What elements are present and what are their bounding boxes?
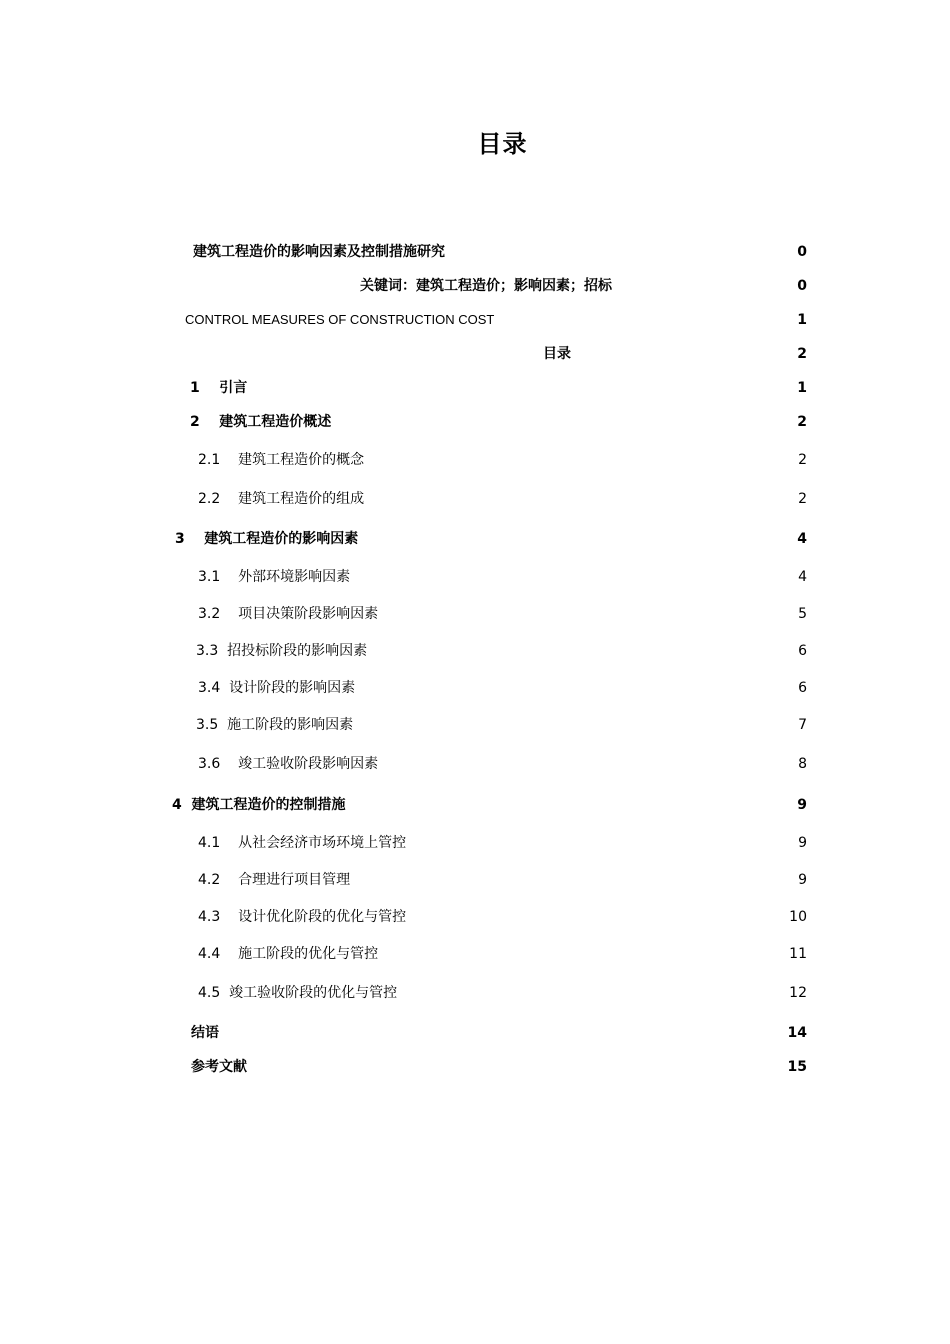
toc-entry-keywords[interactable] <box>0 274 950 298</box>
toc-entry-conclusion[interactable] <box>0 1021 950 1045</box>
toc-entry-label: 关键词：建筑工程造价；影响因素；招标 <box>360 278 612 294</box>
toc-entry-section-3-3[interactable] <box>0 639 950 663</box>
toc-entry-label: 1 引言 <box>190 380 248 396</box>
toc-entry-section-2-1[interactable] <box>0 448 950 472</box>
toc-entry-section-4-2[interactable] <box>0 868 950 892</box>
toc-entry-section-3-2[interactable] <box>0 602 950 626</box>
toc-entry-page: 7 <box>798 717 807 733</box>
toc-entry-page: 1 <box>797 312 807 328</box>
toc-entry-page: 4 <box>797 531 807 547</box>
toc-entry-label: 4.1 从社会经济市场环境上管控 <box>198 835 407 851</box>
toc-entry-label: 4 建筑工程造价的控制措施 <box>172 797 346 813</box>
toc-entry-label: 3.3 招投标阶段的影响因素 <box>196 643 368 659</box>
toc-entry-label: 2.2 建筑工程造价的组成 <box>198 491 365 507</box>
toc-entry-section-3-4[interactable] <box>0 676 950 700</box>
toc-entry-section-4-5[interactable] <box>0 981 950 1005</box>
toc-entry-label: 3.4 设计阶段的影响因素 <box>198 680 356 696</box>
toc-entry-section-2-2[interactable] <box>0 487 950 511</box>
toc-entry-section-4-1[interactable] <box>0 831 950 855</box>
toc-entry-page: 5 <box>798 606 807 622</box>
toc-entry-page: 0 <box>797 278 807 294</box>
toc-entry-section-4-4[interactable] <box>0 942 950 966</box>
page-title: 目录 <box>477 130 528 158</box>
toc-entry-label: 4.3 设计优化阶段的优化与管控 <box>198 909 407 925</box>
toc-entry-label: 4.5 竣工验收阶段的优化与管控 <box>198 985 398 1001</box>
toc-entry-references[interactable] <box>0 1055 950 1079</box>
toc-entry-page: 9 <box>798 872 807 888</box>
toc-entry-section-3-5[interactable] <box>0 713 950 737</box>
toc-entry-label: 目录 <box>543 346 571 362</box>
toc-entry-page: 11 <box>789 946 807 962</box>
toc-entry-label: 4.4 施工阶段的优化与管控 <box>198 946 379 962</box>
toc-entry-page: 2 <box>797 414 807 430</box>
toc-entry-label: 3.1 外部环境影响因素 <box>198 569 351 585</box>
toc-entry-page: 8 <box>798 756 807 772</box>
toc-entry-label: 3 建筑工程造价的影响因素 <box>175 531 359 547</box>
toc-entry-section-4-3[interactable] <box>0 905 950 929</box>
toc-entry-page: 0 <box>797 244 807 260</box>
toc-entry-label: 3.2 项目决策阶段影响因素 <box>198 606 379 622</box>
toc-entry-chapter-2[interactable] <box>0 410 950 434</box>
toc-entry-chapter-4[interactable] <box>0 793 950 817</box>
toc-entry-label: 4.2 合理进行项目管理 <box>198 872 351 888</box>
toc-entry-page: 15 <box>787 1059 807 1075</box>
toc-entry-contents[interactable] <box>0 342 950 366</box>
toc-entry-page: 2 <box>798 491 807 507</box>
toc-entry-page: 10 <box>789 909 807 925</box>
toc-entry-chapter-3[interactable] <box>0 527 950 551</box>
toc-entry-page: 9 <box>798 835 807 851</box>
toc-entry-label: 2 建筑工程造价概述 <box>190 414 332 430</box>
toc-entry-label: CONTROL MEASURES OF CONSTRUCTION COST <box>185 312 495 327</box>
toc-entry-page: 6 <box>798 643 807 659</box>
toc-entry-page: 12 <box>789 985 807 1001</box>
toc-entry-section-3-1[interactable] <box>0 565 950 589</box>
toc-entry-page: 4 <box>798 569 807 585</box>
toc-entry-label: 3.5 施工阶段的影响因素 <box>196 717 354 733</box>
toc-entry-label: 3.6 竣工验收阶段影响因素 <box>198 756 379 772</box>
toc-entry-chapter-1[interactable] <box>0 376 950 400</box>
toc-entry-page: 6 <box>798 680 807 696</box>
toc-entry-label: 结语 <box>191 1025 219 1041</box>
toc-entry-title[interactable] <box>0 240 950 264</box>
toc-entry-label: 参考文献 <box>191 1059 247 1075</box>
toc-entry-page: 2 <box>797 346 807 362</box>
toc-entry-section-3-6[interactable] <box>0 752 950 776</box>
toc-entry-page: 2 <box>798 452 807 468</box>
toc-entry-english-title[interactable] <box>0 308 950 332</box>
toc-entry-page: 14 <box>787 1025 807 1041</box>
toc-entry-page: 1 <box>797 380 807 396</box>
toc-entry-label: 2.1 建筑工程造价的概念 <box>198 452 365 468</box>
toc-entry-label: 建筑工程造价的影响因素及控制措施研究 <box>193 244 445 260</box>
toc-entry-page: 9 <box>797 797 807 813</box>
